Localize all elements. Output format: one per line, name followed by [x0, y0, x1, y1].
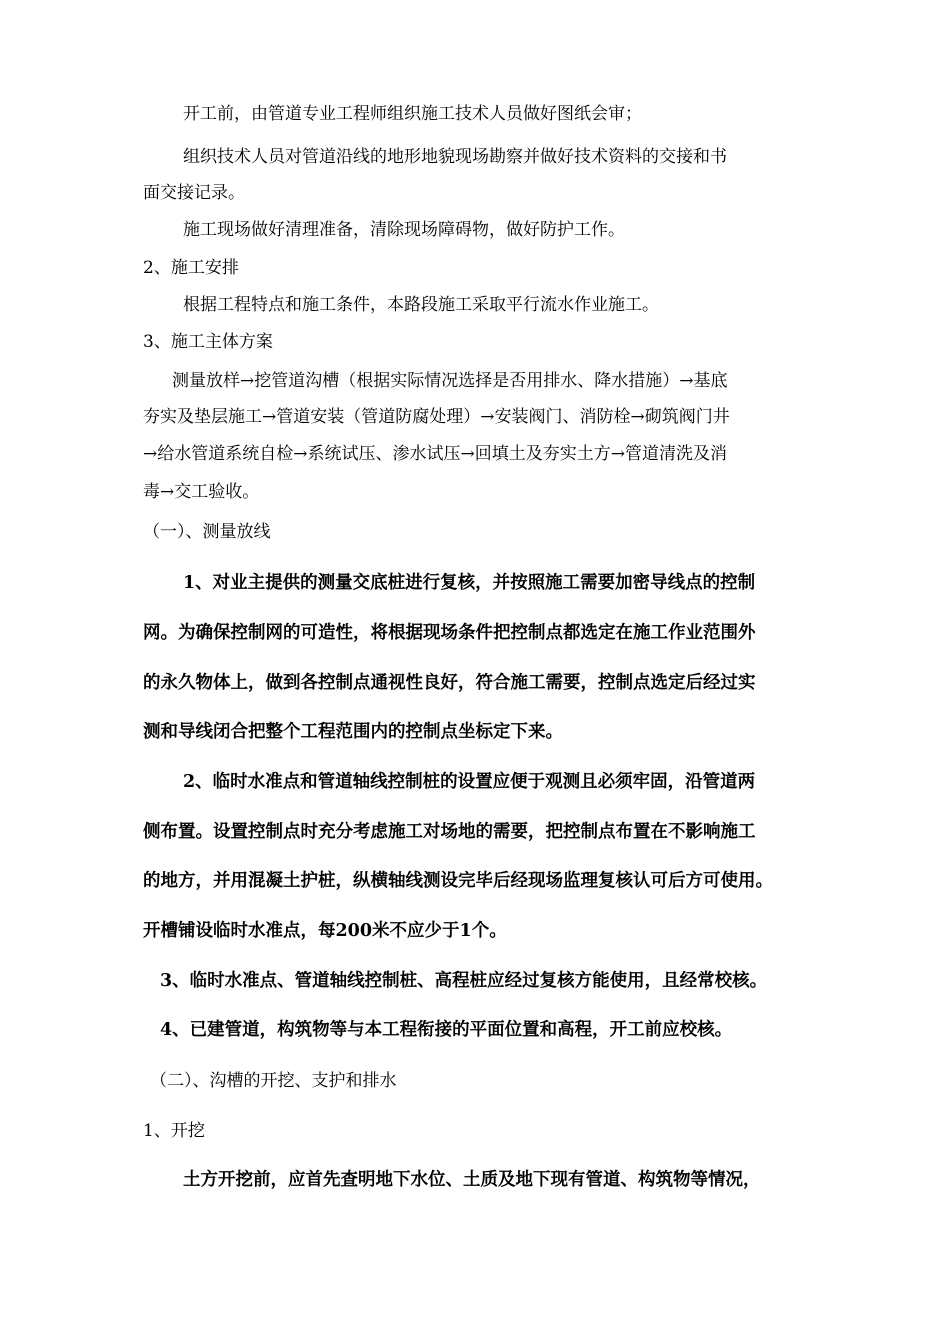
paragraph-line-process-4: 毒→交工验收。	[143, 482, 260, 502]
paragraph-line-control-network-1: 1、对业主提供的测量交底桩进行复核，并按照施工需要加密导线点的控制	[183, 573, 756, 593]
paragraph-line-benchmark-1: 2、临时水准点和管道轴线控制桩的设置应便于观测且必须牢固，沿管道两	[183, 772, 756, 792]
section-heading-main-scheme: 3、施工主体方案	[143, 332, 273, 352]
paragraph-line-benchmark-2: 侧布置。设置控制点时充分考虑施工对场地的需要，把控制点布置在不影响施工	[143, 822, 756, 842]
paragraph-line-site-survey-cont: 面交接记录。	[143, 183, 245, 203]
section-heading-construction-arrangement: 2、施工安排	[143, 258, 239, 278]
subsection-heading-excavation: 1、开挖	[143, 1121, 205, 1141]
paragraph-line-process-3: →给水管道系统自检→系统试压、渗水试压→回填土及夯实土方→管道清洗及消	[143, 444, 727, 464]
paragraph-line-drawing-review: 开工前，由管道专业工程师组织施工技术人员做好图纸会审；	[183, 104, 642, 124]
paragraph-line-control-network-2: 网。为确保控制网的可造性，将根据现场条件把控制点都选定在施工作业范围外	[143, 623, 756, 643]
paragraph-line-control-network-4: 测和导线闭合把整个工程范围内的控制点坐标定下来。	[143, 722, 563, 742]
paragraph-line-site-survey: 组织技术人员对管道沿线的地形地貌现场勘察并做好技术资料的交接和书	[183, 147, 727, 167]
paragraph-line-flow-operation: 根据工程特点和施工条件，本路段施工采取平行流水作业施工。	[183, 295, 659, 315]
paragraph-line-process-2: 夯实及垫层施工→管道安装（管道防腐处理）→安装阀门、消防栓→砌筑阀门井	[143, 407, 730, 427]
section-heading-survey-setting-out: （一）、测量放线	[143, 522, 271, 542]
paragraph-line-control-network-3: 的永久物体上，做到各控制点通视性良好，符合施工需要，控制点选定后经过实	[143, 673, 756, 693]
paragraph-line-recheck-stakes: 3、临时水准点、管道轴线控制桩、高程桩应经过复核方能使用，且经常校核。	[160, 971, 768, 991]
paragraph-line-pre-excavation: 土方开挖前，应首先查明地下水位、土质及地下现有管道、构筑物等情况，	[183, 1170, 761, 1190]
paragraph-line-process-1: 测量放样→挖管道沟槽（根据实际情况选择是否用排水、降水措施）→基底	[172, 371, 728, 391]
paragraph-line-benchmark-4: 开槽铺设临时水准点，每200米不应少于1个。	[143, 921, 507, 941]
paragraph-line-site-clearing: 施工现场做好清理准备，清除现场障碍物，做好防护工作。	[183, 220, 625, 240]
paragraph-line-benchmark-3: 的地方，并用混凝土护桩，纵横轴线测设完毕后经现场监理复核认可后方可使用。	[143, 871, 773, 891]
section-heading-trench-excavation: （二）、沟槽的开挖、支护和排水	[150, 1071, 397, 1091]
paragraph-line-existing-pipes: 4、已建管道，构筑物等与本工程衔接的平面位置和高程，开工前应校核。	[160, 1020, 733, 1040]
